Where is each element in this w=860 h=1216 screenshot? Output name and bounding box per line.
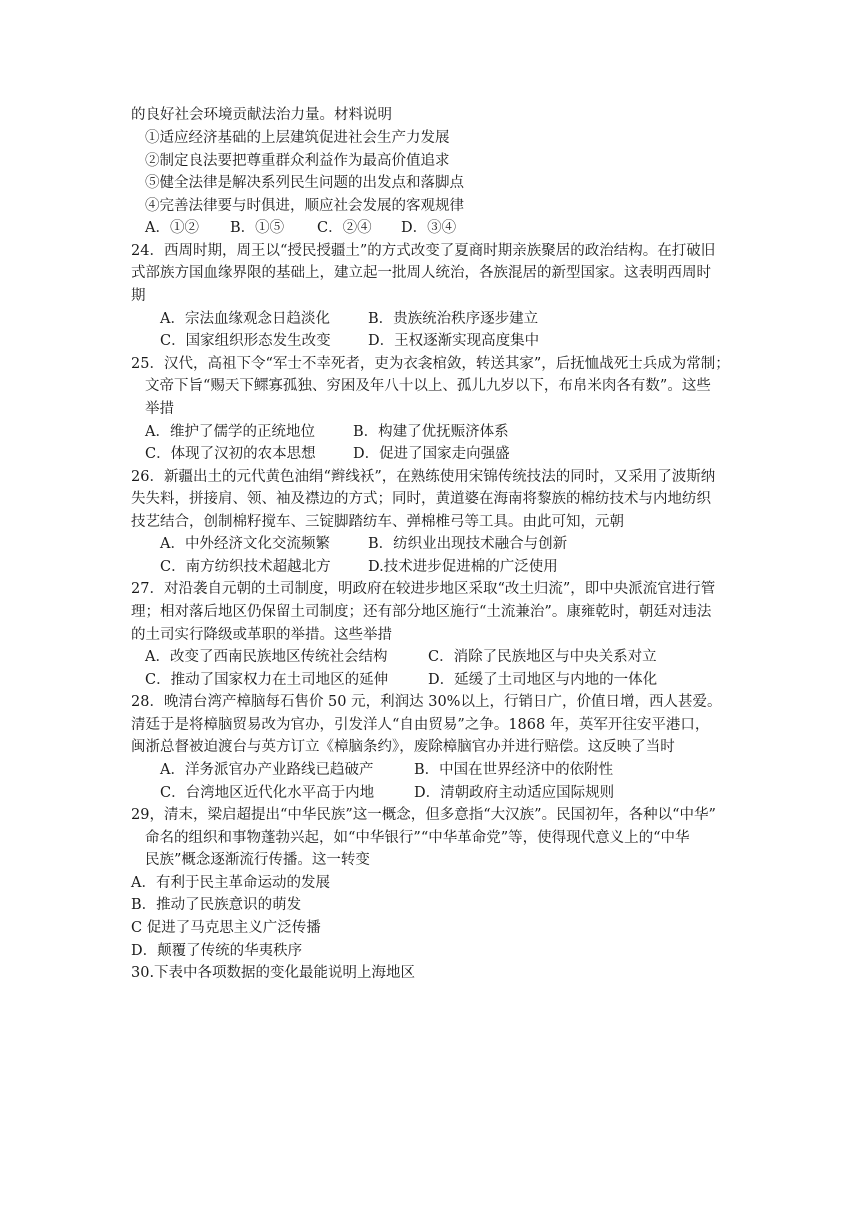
q29-stem-line-1: 29，清末，梁启超提出“中华民族”这一概念，但多意指“大汉族”。民国初年，各种以“中华” bbox=[131, 807, 716, 823]
q27-stem-line-2: 理；相对落后地区仍保留土司制度；还有部分地区施行“土流兼治”。康雍乾时，朝廷对违法 bbox=[131, 604, 712, 620]
q23-option-a: A．①② bbox=[145, 220, 199, 236]
q25-option-a: A．维护了儒学的正统地位 bbox=[145, 424, 315, 440]
q29-option-c: C 促进了马克思主义广泛传播 bbox=[131, 920, 321, 936]
q28-stem-line-1: 28．晚清台湾产樟脑每石售价 50 元，利润达 30%以上，行销日广，价值日增，西人甚爱。 bbox=[131, 694, 722, 710]
q24-stem-line-1: 24．西周时期，周王以“授民授疆土”的方式改变了夏商时期亲族聚居的政治结构。在打破旧 bbox=[131, 243, 716, 259]
q29-option-d: D．颠覆了传统的华夷秩序 bbox=[131, 943, 303, 959]
q26-option-d: D.技术进步促进棉的广泛使用 bbox=[368, 559, 558, 575]
q28-option-c: C．台湾地区近代化水平高于内地 bbox=[160, 785, 375, 801]
q25-stem-line-2: 文帝下旨“赐天下鳏寡孤独、穷困及年八十以上、孤儿九岁以下，布帛米肉各有数”。这些 bbox=[145, 378, 711, 394]
q23-statement-1: ①适应经济基础的上层建筑促进社会生产力发展 bbox=[145, 130, 450, 146]
q29-stem-line-3: 民族”概念逐渐流行传播。这一转变 bbox=[145, 852, 370, 868]
q25-option-d: D．促进了国家走向强盛 bbox=[353, 446, 510, 462]
q26-option-b: B．纺织业出现技术融合与创新 bbox=[368, 536, 568, 552]
q24-option-c: C．国家组织形态发生改变 bbox=[160, 333, 331, 349]
q25-stem-line-3: 举措 bbox=[145, 401, 174, 417]
q25-option-c: C．体现了汉初的农本思想 bbox=[145, 446, 316, 462]
q28-option-b: B．中国在世界经济中的依附性 bbox=[414, 762, 614, 778]
q29-stem-line-2: 命名的组织和事物蓬勃兴起，如“中华银行”“中华革命党”等，使得现代意义上的“中华 bbox=[145, 830, 690, 846]
q25-option-b: B．构建了优抚赈济体系 bbox=[353, 424, 509, 440]
q29-option-a: A．有利于民主革命运动的发展 bbox=[131, 875, 330, 891]
q25-stem-line-1: 25．汉代，高祖下令“军士不幸死者，吏为衣衾棺敛，转送其家”，后抚恤战死士兵成为常制； bbox=[131, 356, 730, 372]
q27-option-a: A．改变了西南民族地区传统社会结构 bbox=[145, 649, 388, 665]
q28-option-a: A．洋务派官办产业路线已趋破产 bbox=[160, 762, 374, 778]
q23-option-d: D．③④ bbox=[401, 220, 457, 236]
q26-stem-line-3: 技艺结合，创制棉籽搅车、三锭脚踏纺车、弹棉椎弓等工具。由此可知，元朝 bbox=[131, 514, 624, 530]
q24-option-a: A．宗法血缘观念日趋淡化 bbox=[160, 311, 330, 327]
q23-option-b: B．①⑤ bbox=[230, 220, 285, 236]
q23-statement-3: ⑤健全法律是解决系列民生问题的出发点和落脚点 bbox=[145, 175, 464, 191]
q29-option-b: B．推动了民族意识的萌发 bbox=[131, 897, 302, 913]
q26-option-c: C．南方纺织技术超越北方 bbox=[160, 559, 331, 575]
q24-stem-line-3: 期 bbox=[131, 288, 146, 304]
q24-stem-line-2: 式部族方国血缘界限的基础上，建立起一批周人统治，各族混居的新型国家。这表明西周时 bbox=[131, 265, 711, 281]
q26-stem-line-1: 26．新疆出土的元代黄色油绢“辫线袄”，在熟练使用宋锦传统技法的同时，又采用了波斯纳 bbox=[131, 469, 716, 485]
q24-option-b: B．贵族统治秩序逐步建立 bbox=[368, 311, 539, 327]
q27-stem-line-1: 27．对沿袭自元朝的土司制度，明政府在较进步地区采取“改土归流”，即中央派流官进行管 bbox=[131, 581, 716, 597]
q28-option-d: D．清朝政府主动适应国际规则 bbox=[414, 785, 615, 801]
q27-stem-line-3: 的土司实行降级或革职的举措。这些举措 bbox=[131, 627, 392, 643]
q27-option-d: D．延缓了土司地区与内地的一体化 bbox=[428, 672, 658, 688]
q26-stem-line-2: 失失料，拼接肩、领、袖及襟边的方式；同时，黄道婆在海南将黎族的棉纺技术与内地纺织 bbox=[131, 491, 711, 507]
q23-option-c: C．②④ bbox=[317, 220, 372, 236]
q23-statement-2: ②制定良法要把尊重群众利益作为最高价值追求 bbox=[145, 153, 450, 169]
q27-option-c-second: C．推动了国家权力在土司地区的延伸 bbox=[145, 672, 389, 688]
q23-statement-4: ④完善法律要与时俱进，顺应社会发展的客观规律 bbox=[145, 198, 464, 214]
q27-option-c-first: C．消除了民族地区与中央关系对立 bbox=[428, 649, 657, 665]
q28-stem-line-3: 闽浙总督被迫渡台与英方订立《樟脑条约》，废除樟脑官办并进行赔偿。这反映了当时 bbox=[131, 739, 675, 755]
q26-option-a: A．中外经济文化交流频繁 bbox=[160, 536, 330, 552]
q28-stem-line-2: 清廷于是将樟脑贸易改为官办，引发洋人“自由贸易”之争。1868 年，英军开往安平港口， bbox=[131, 717, 710, 733]
q30-stem: 30.下表中各项数据的变化最能说明上海地区 bbox=[131, 965, 416, 981]
q23-stem-continuation: 的良好社会环境贡献法治力量。材料说明 bbox=[131, 107, 392, 123]
q24-option-d: D．王权逐渐实现高度集中 bbox=[368, 333, 540, 349]
